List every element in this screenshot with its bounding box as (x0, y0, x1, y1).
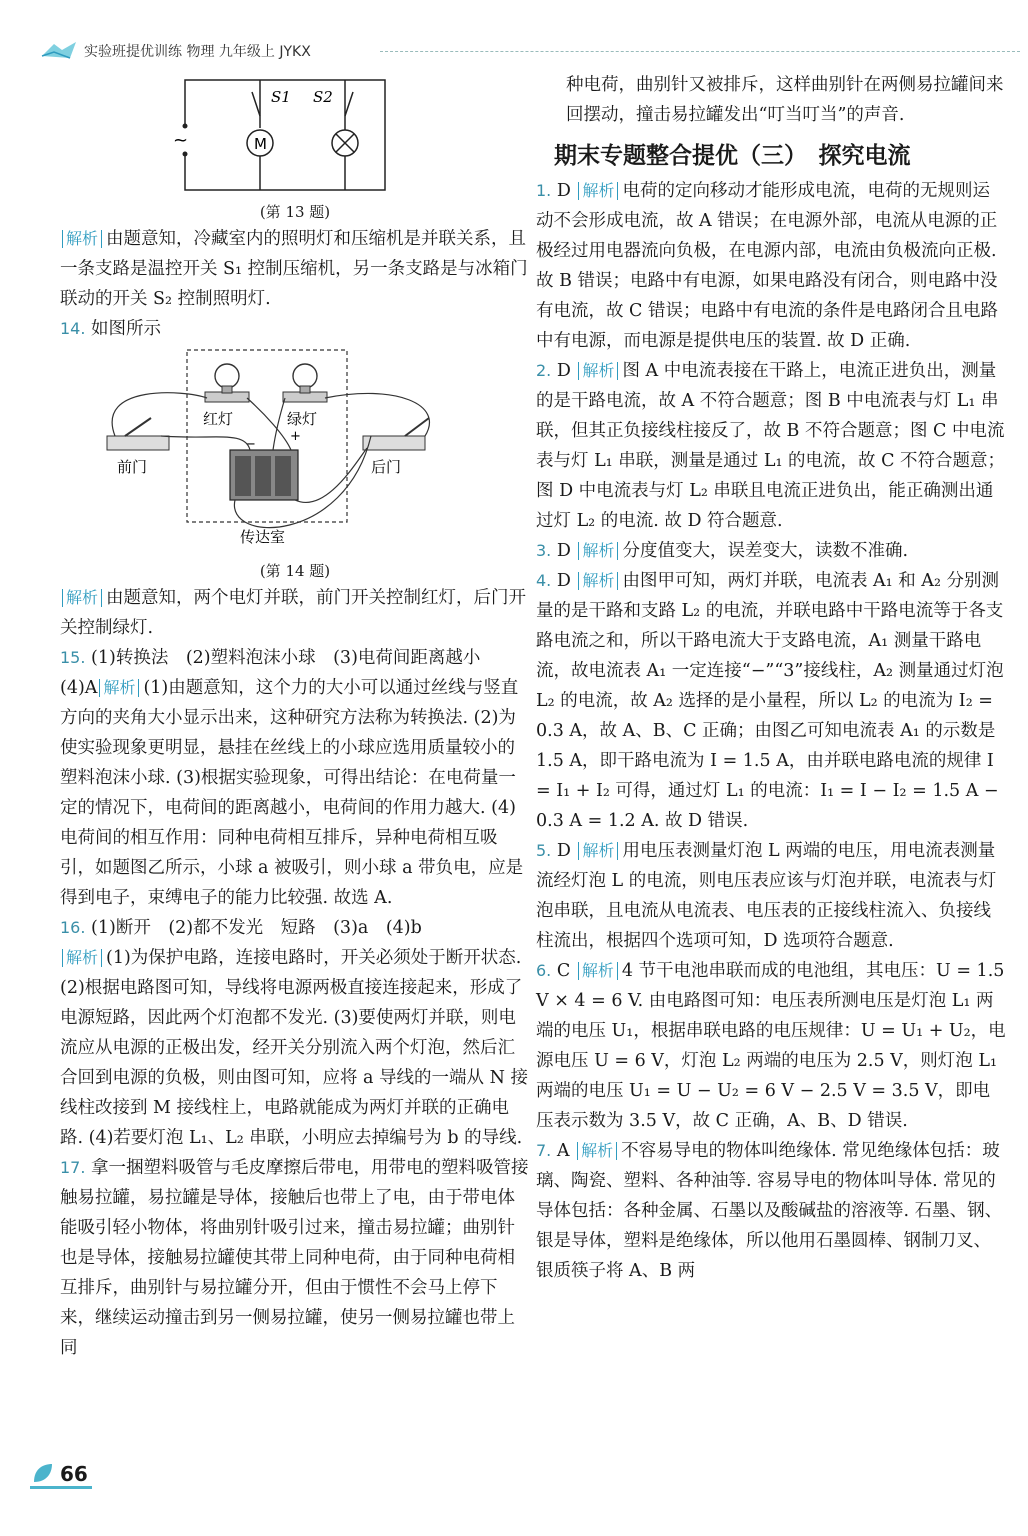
q17-continued: 种电荷，曲别针又被排斥，这样曲别针在两侧易拉罐间来回摆动，撞击易拉罐发出“叮当叮当”的声音. (566, 75, 1004, 125)
q16-analysis-text: (1)为保护电路，连接电路时，开关必须处于断开状态. (2)根据电路图可知，导线将电源两极直接连接起来，形成了电源短路，因此两个灯泡都不发光. (3)要使两灯并联，则电流应从电源的正极出发，经开关分别流入两个灯泡，然后汇合回到电源的负极，则由图可知，应将 a 导线的一端从 N 接线柱改接到 M 接线柱上，电路就能成为两灯并联的正确电路. (4)若要灯泡 L₁、L₂ 串联，小明应去掉编号为 b 的导线. (60, 948, 528, 1148)
analysis-tag: 解析 (578, 962, 618, 980)
answer-2-choice: D (556, 361, 571, 381)
answer-5-choice: D (556, 841, 571, 861)
answer-7-text: 不容易导电的物体叫绝缘体. 常见绝缘体包括：玻璃、陶瓷、塑料、各种油等. 容易导电的物体叫导体. 常见的导体包括：各种金属、石墨以及酸碱盐的溶液等. 石墨、钢、银是导体，塑料是绝缘体，所以他用石墨圆棒、钢制刀叉、银质筷子将 A、B 两 (536, 1141, 1003, 1281)
answer-3 (536, 536, 1006, 566)
header-rule (380, 51, 1020, 52)
q16-answer: (1)断开 (2)都不发光 短路 (3)a (4)b (91, 918, 422, 938)
q16-number: 16. (60, 918, 86, 937)
q13-analysis (60, 224, 530, 314)
answer-6-choice: C (556, 961, 571, 981)
ac-source-symbol: ~ (173, 130, 189, 151)
q15-answer: (1)转换法 (2)塑料泡沫小球 (3)电荷间距离越小 (4)A (60, 648, 498, 698)
answer-7-number: 7. (536, 1141, 552, 1160)
answer-3-number: 3. (536, 541, 552, 560)
analysis-tag: 解析 (578, 842, 618, 860)
answer-4-choice: D (556, 571, 571, 591)
page-number: 66 (60, 1462, 88, 1486)
q16-item (60, 913, 530, 943)
answer-2-text: 图 A 中电流表接在干路上，电流正进负出，测量的是干路电流，故 A 不符合题意；图 B 中电流表与灯 L₁ 串联，但其正负接线柱接反了，故 B 不符合题意；图 C 中电流表与灯 L₁ 串联，测量是通过 L₁ 的电流，故 C 不符合题意；图 D 中电流表与灯 L₂ 串联且电流正进负出，能正确测出通过灯 L₂ 的电流. 故 D 符合题意. (536, 361, 1006, 531)
q14-number: 14. (60, 319, 86, 338)
figure-14-wiring (95, 344, 495, 559)
q15-item (60, 643, 530, 913)
answer-4-number: 4. (536, 571, 552, 590)
analysis-tag: 解析 (578, 542, 618, 560)
section-title: 期末专题整合提优（三） 探究电流 (554, 143, 911, 169)
analysis-tag: 解析 (62, 949, 102, 967)
answer-5-text: 用电压表测量灯泡 L 两端的电压，用电流表测量流经灯泡 L 的电流，则电压表应该与灯泡并联，电流表与灯泡串联，且电流从电流表、电压表的正接线柱流入、负接线柱流出，根据四个选项可知，D 选项符合题意. (536, 841, 997, 951)
motor-symbol: M (254, 135, 267, 153)
page-header (40, 40, 1000, 64)
leaf-icon (30, 1460, 56, 1486)
q17-item (60, 1153, 530, 1363)
q14-item (60, 314, 530, 344)
right-column (536, 70, 1006, 1286)
answer-1 (536, 176, 1006, 356)
header-title: 实验班提优训练 物理 九年级上 JYKX (84, 44, 311, 60)
answer-3-choice: D (556, 541, 571, 561)
figure-14-caption: (第 14 题) (259, 562, 331, 580)
answer-3-text: 分度值变大，误差变大，读数不准确. (622, 541, 909, 561)
analysis-tag: 解析 (577, 1142, 617, 1160)
q16-analysis (60, 943, 530, 1153)
answer-5-number: 5. (536, 841, 552, 860)
front-door-label: 前门 (117, 458, 148, 476)
battery-minus: − (245, 437, 256, 452)
answer-7-choice: A (556, 1141, 570, 1161)
figure-13-caption: (第 13 题) (259, 203, 331, 221)
answer-6 (536, 956, 1006, 1136)
footer-bar (30, 1486, 92, 1489)
book-logo-icon (40, 40, 78, 62)
figure-13-circuit (165, 70, 425, 200)
red-lamp-label: 红灯 (203, 410, 234, 428)
answer-4 (536, 566, 1006, 836)
switch-s2-label: S2 (313, 88, 333, 106)
answer-2 (536, 356, 1006, 536)
left-column (60, 70, 530, 1363)
analysis-tag: 解析 (578, 182, 618, 200)
q14-analysis-text: 由题意知，两个电灯并联，前门开关控制红灯，后门开关控制绿灯. (60, 588, 527, 638)
answer-6-number: 6. (536, 961, 552, 980)
analysis-tag: 解析 (578, 572, 618, 590)
analysis-tag: 解析 (578, 362, 618, 380)
answer-1-number: 1. (536, 181, 552, 200)
answer-4-text: 由图甲可知，两灯并联，电流表 A₁ 和 A₂ 分别测量的是干路和支路 L₂ 的电流，并联电路中干路电流等于各支路电流之和，所以干路电流大于支路电流，A₁ 测量干路电流，故电流表 A₁ 一定连接“−”“3”接线柱，A₂ 测量通过灯泡 L₂ 的电流，故 A₂ 选择的是小量程，所以 L₂ 的电流为 I₂ = 0.3 A，故 A、B、C 正确；由图乙可知电流表 A₁ 的示数是 1.5 A，即干路电流为 I = 1.5 A，由并联电路电流的规律 I = I₁ + I₂ 可得，通过灯 L₁ 的电流：I₁ = I − I₂ = 1.5 A − 0.3 A = 1.2 A. 故 D 错误. (536, 571, 1004, 831)
answer-2-number: 2. (536, 361, 552, 380)
q13-text: 由题意知，冷藏室内的照明灯和压缩机是并联关系，且一条支路是温控开关 S₁ 控制压缩机，另一条支路是与冰箱门联动的开关 S₂ 控制照明灯. (60, 229, 528, 309)
back-door-label: 后门 (371, 458, 402, 476)
q17-number: 17. (60, 1158, 86, 1177)
q14-text: 如图所示 (91, 319, 162, 339)
answer-5 (536, 836, 1006, 956)
q15-analysis: (1)由题意知，这个力的大小可以通过丝线与竖直方向的夹角大小显示出来，这种研究方法称为转换法. (2)为使实验现象更明显，悬挂在丝线上的小球应选用质量较小的塑料泡沫小球. (3)根据实验现象，可得出结论：在电荷量一定的情况下，电荷间的距离越小，电荷间的作用力越大. (4)电荷间的相互作用：同种电荷相互排斥，异种电荷相互吸引，如题图乙所示，小球 a 被吸引，则小球 a 带负电，应是得到电子，束缚电子的能力比较强. 故选 A. (60, 678, 524, 908)
analysis-tag: 解析 (62, 589, 102, 607)
q17-text: 拿一捆塑料吸管与毛皮摩擦后带电，用带电的塑料吸管接触易拉罐，易拉罐是导体，接触后也带上了电，由于带电体能吸引轻小物体，将曲别针吸引过来，撞击易拉罐；曲别针也是导体，接触易拉罐使其带上同种电荷，由于同种电荷相互排斥，曲别针与易拉罐分开，但由于惯性不会马上停下来，继续运动撞击到另一侧易拉罐，使另一侧易拉罐也带上同 (60, 1158, 529, 1358)
green-lamp-label: 绿灯 (287, 410, 318, 428)
answer-1-choice: D (556, 181, 571, 201)
answer-6-text: 4 节干电池串联而成的电池组，其电压：U = 1.5 V × 4 = 6 V. 由电路图可知：电压表所测电压是灯泡 L₁ 两端的电压 U₁，根据串联电路的电压规律：U = U₁ + U₂，电源电压 U = 6 V，灯泡 L₂ 两端的电压为 2.5 V，则灯泡 L₁ 两端的电压 U₁ = U − U₂ = 6 V − 2.5 V = 3.5 V，即电压表示数为 3.5 V，故 C 正确，A、B、D 错误. (536, 961, 1006, 1131)
answer-1-text: 电荷的定向移动才能形成电流，电荷的无规则运动不会形成电流，故 A 错误；在电源外部，电流从电源的正极经过用电器流向负极，在电源内部，电流由负极流向正极. 故 B 错误；电路中有电源，如果电路没有闭合，则电路中没有电流，故 C 错误；电路中有电流的条件是电路闭合且电路中有电源，而电源是提供电压的装置. 故 D 正确. (536, 181, 999, 351)
analysis-tag: 解析 (99, 679, 139, 697)
battery-plus: + (290, 429, 301, 444)
reception-room-label: 传达室 (240, 528, 286, 546)
q15-number: 15. (60, 648, 86, 667)
analysis-tag: 解析 (62, 230, 102, 248)
q14-analysis (60, 583, 530, 643)
answer-7 (536, 1136, 1006, 1286)
page-footer (30, 1458, 100, 1492)
switch-s1-label: S1 (271, 88, 291, 106)
